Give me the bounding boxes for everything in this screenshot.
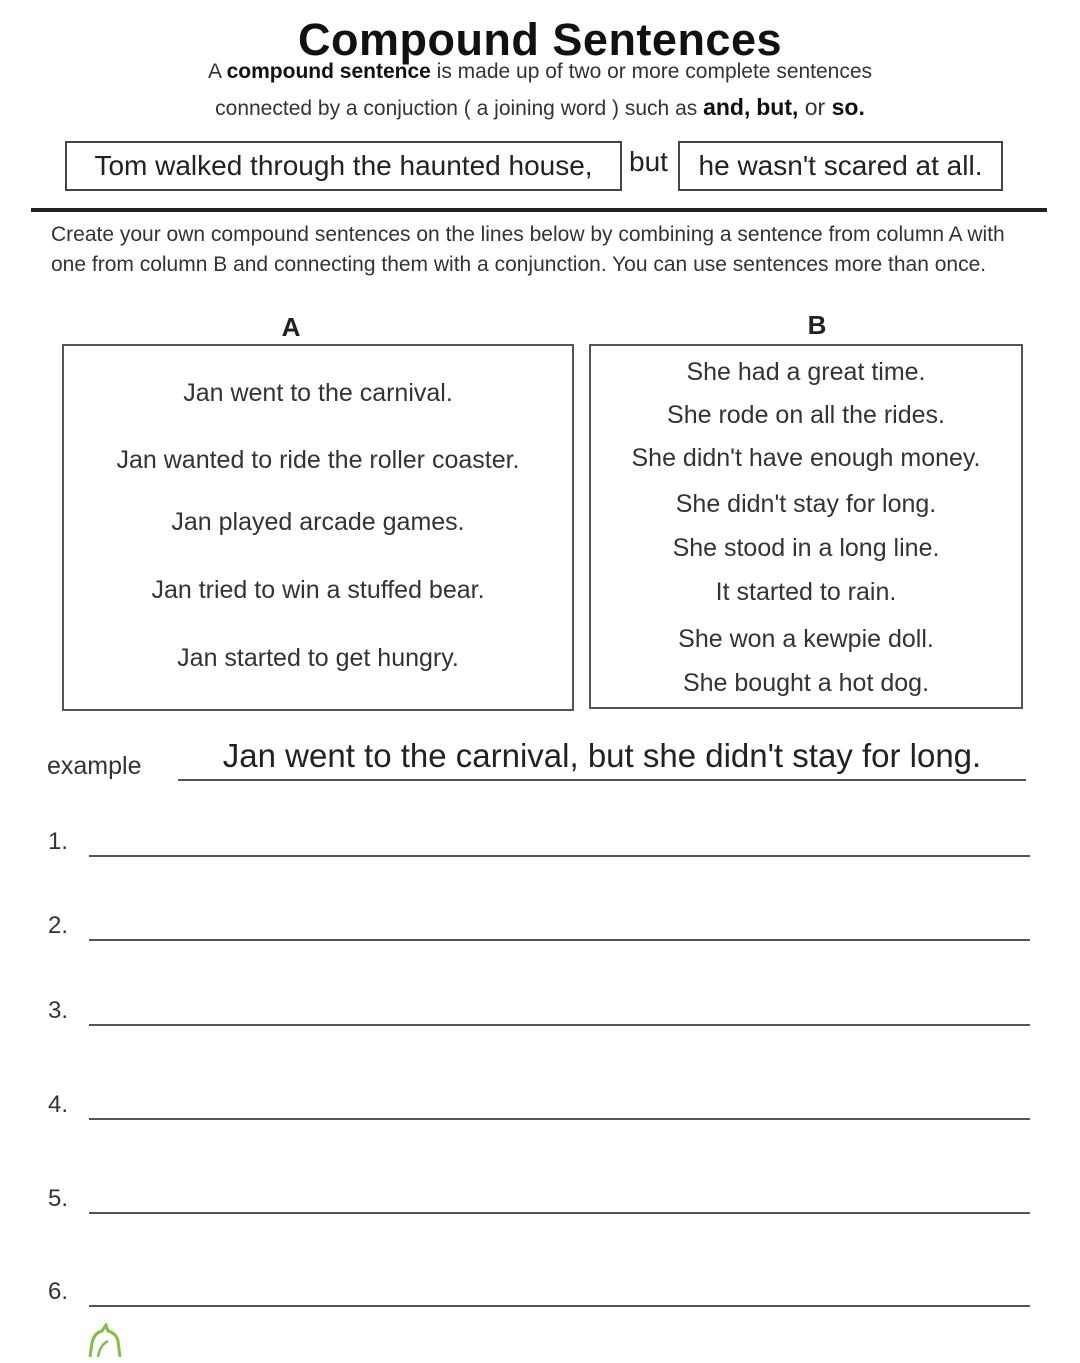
column-b-item: She had a great time. (686, 358, 926, 386)
column-b-item: She stood in a long line. (672, 534, 940, 562)
intro-text: is made up of two or more complete sentences (430, 60, 873, 83)
column-a-item: Jan went to the carnival. (183, 379, 453, 407)
column-b-box (589, 344, 1023, 709)
conjunction-but: but, (756, 94, 799, 120)
example-answer: Jan went to the carnival, but she didn't stay for long. (222, 737, 982, 774)
intro-text: A (207, 60, 227, 83)
column-a-box (62, 344, 574, 711)
section-divider (31, 208, 1047, 212)
column-b-item: She didn't stay for long. (675, 490, 937, 518)
answer-line-3[interactable] (89, 1024, 1030, 1026)
answer-number: 4. (48, 1091, 69, 1118)
intro-text: connected by a conjuction ( a joining word ) such as (215, 97, 704, 120)
answer-line-4[interactable] (89, 1118, 1030, 1120)
intro-bold-term: compound sentence (226, 60, 431, 83)
answer-line-1[interactable] (89, 855, 1030, 857)
example-label: example (47, 752, 142, 780)
column-b-item: She won a kewpie doll. (678, 625, 934, 653)
example-conjunction: but (629, 146, 668, 177)
column-b-item: She rode on all the rides. (667, 401, 945, 429)
example-clause-1-text: Tom walked through the haunted house, (94, 150, 593, 181)
column-a-item: Jan wanted to ride the roller coaster. (116, 446, 520, 474)
conjunction-so: so. (831, 94, 865, 120)
intro-line-1 (0, 60, 1080, 84)
page-title: Compound Sentences (297, 14, 783, 65)
column-b-heading: B (807, 310, 827, 340)
answer-number: 5. (48, 1185, 69, 1212)
column-a-item: Jan played arcade games. (171, 508, 465, 536)
leaf-logo-icon (84, 1323, 124, 1358)
example-clause-2-text: he wasn't scared at all. (698, 150, 983, 181)
example-clause-1 (65, 141, 622, 191)
answer-line-2[interactable] (89, 939, 1030, 941)
answer-line-6[interactable] (89, 1305, 1030, 1307)
example-clause-2 (678, 141, 1003, 191)
column-a-item: Jan started to get hungry. (177, 644, 459, 672)
column-b-item: She bought a hot dog. (682, 669, 930, 697)
answer-number: 1. (48, 828, 69, 855)
instructions: Create your own compound sentences on the lines below by combining a sentence from column A with one from column B and connecting them with a conjunction. You can use sentences more than once. (51, 223, 1005, 276)
example-line (178, 779, 1026, 781)
conjunction-and: and, (703, 94, 751, 120)
column-b-item: She didn't have enough money. (631, 444, 981, 472)
column-a-item: Jan tried to win a stuffed bear. (151, 576, 485, 604)
column-a-heading: A (281, 312, 301, 342)
answer-number: 3. (48, 997, 69, 1024)
answer-number: 2. (48, 912, 69, 939)
intro-line-2 (0, 94, 1080, 121)
intro-text: or (798, 94, 832, 120)
column-b-item: It started to rain. (715, 578, 897, 606)
answer-line-5[interactable] (89, 1212, 1030, 1214)
answer-number: 6. (48, 1278, 69, 1305)
